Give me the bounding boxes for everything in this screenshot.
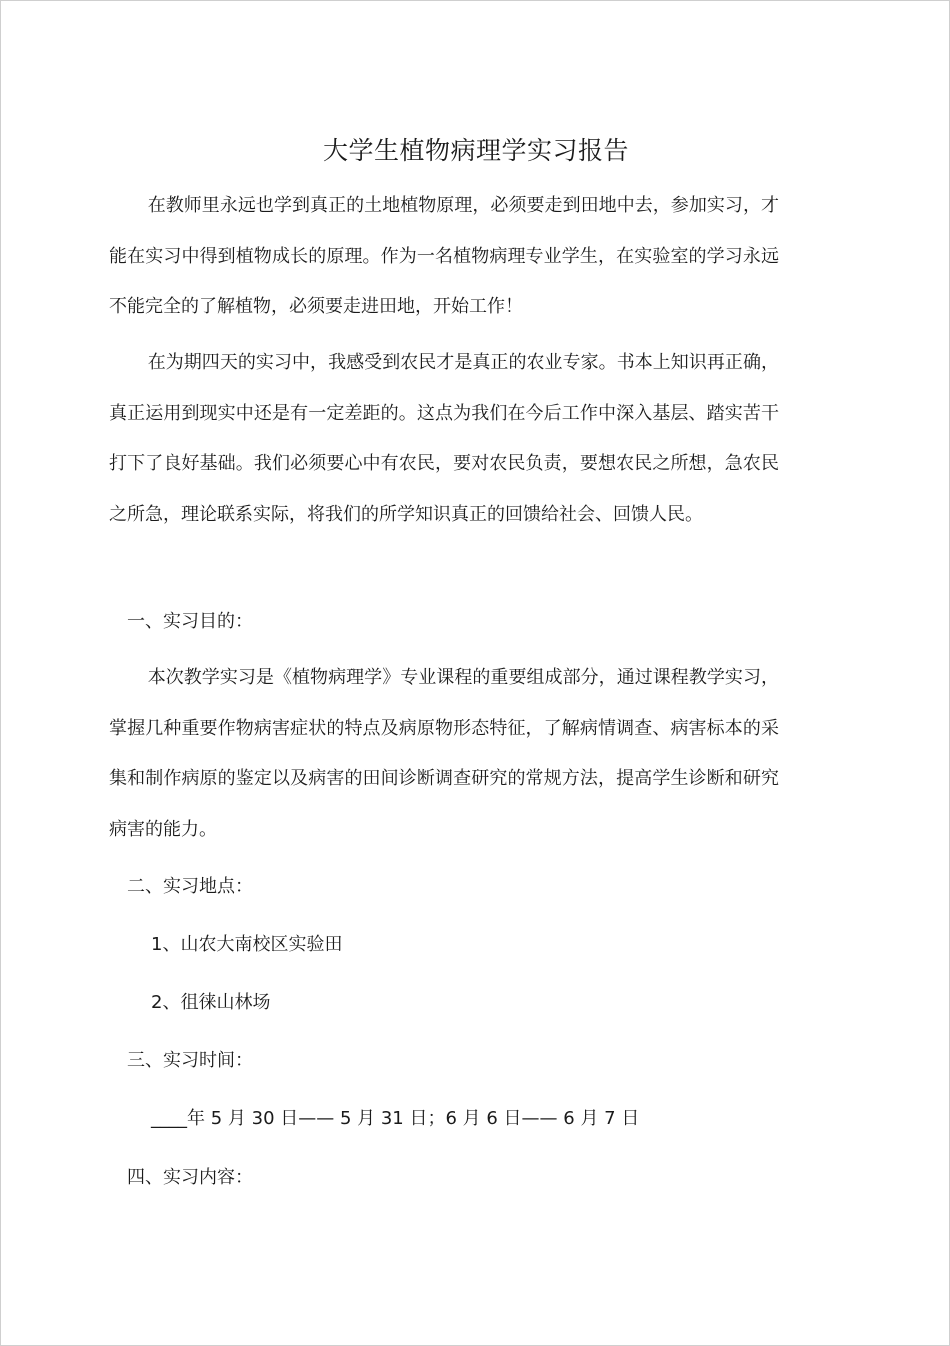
section-heading-location: 二、实习地点： [127, 876, 253, 897]
section-body-purpose: 本次教学实习是《植物病理学》专业课程的重要组成部分，通过课程教学实习，掌握几种重要作物病害症状的特点及病原物形态特征，了解病情调查、病害标本的采集和制作病原的鉴定以及病害的田间诊断调查研究的常规方法，提高学生诊断和研究病害的能力。 [109, 667, 779, 840]
section-heading-content: 四、实习内容： [127, 1167, 253, 1188]
section-heading-time: 三、实习时间： [127, 1050, 253, 1071]
document-title: 大学生植物病理学实习报告 [322, 136, 629, 165]
location-item-1: 1、山农大南校区实验田 [151, 934, 343, 955]
internship-time: ____年 5 月 30 日—— 5 月 31 日；6 月 6 日—— 6 月 7 日 [151, 1108, 640, 1129]
intro-paragraph-2: 在为期四天的实习中，我感受到农民才是真正的农业专家。书本上知识再正确，真正运用到现实中还是有一定差距的。这点为我们在今后工作中深入基层、踏实苦干打下了良好基础。我们必须要心中有农民，要对农民负责，要想农民之所想，急农民之所急，理论联系实际，将我们的所学知识真正的回馈给社会、回馈人民。 [109, 352, 779, 525]
section-heading-purpose: 一、实习目的： [127, 611, 253, 632]
intro-paragraph-1: 在教师里永远也学到真正的土地植物原理，必须要走到田地中去，参加实习，才能在实习中得到植物成长的原理。作为一名植物病理专业学生，在实验室的学习永远不能完全的了解植物，必须要走进田地，开始工作！ [109, 195, 779, 317]
location-item-2: 2、徂徕山林场 [151, 992, 271, 1013]
